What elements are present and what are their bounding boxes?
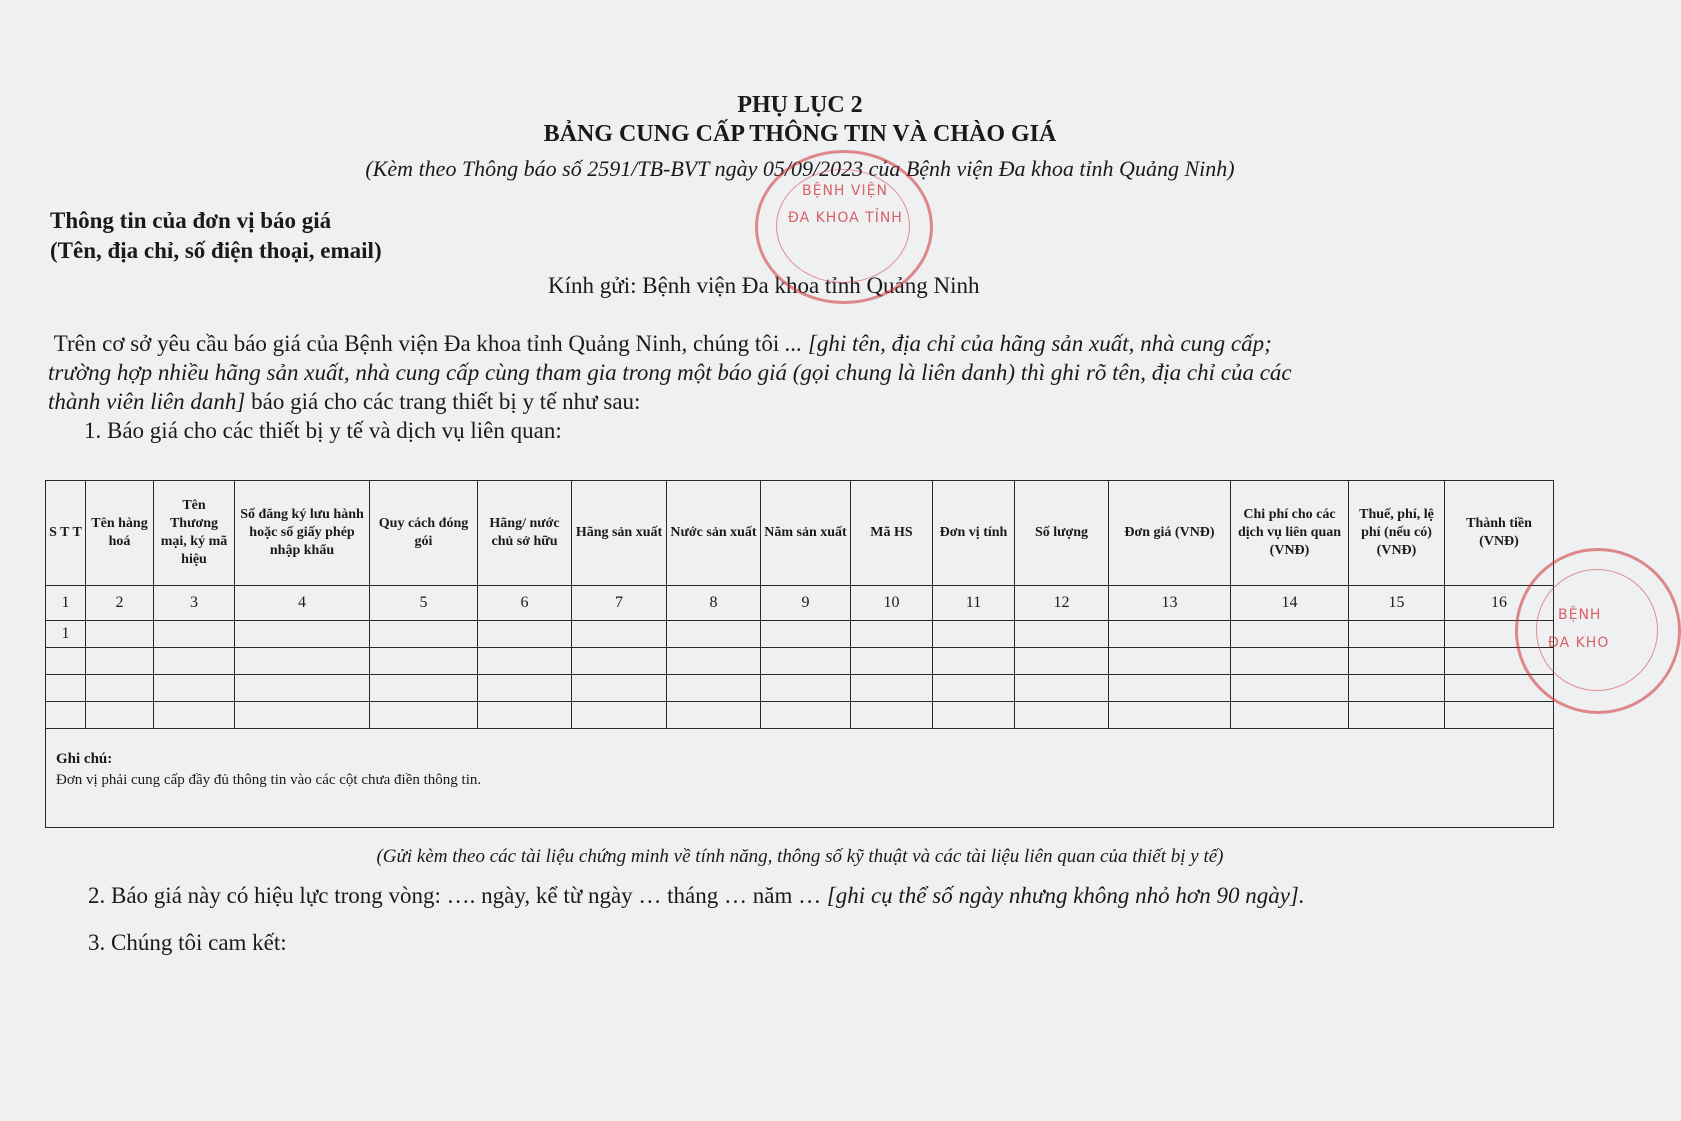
table-cell <box>933 648 1015 675</box>
attachment-note: (Gửi kèm theo các tài liệu chứng minh về tính năng, thông số kỹ thuật và các tài liệu liên quan của thiết bị y tế) <box>376 846 1224 867</box>
seal-text-line2: ĐA KHOA TỈNH <box>788 210 903 226</box>
document-subtitle: (Kèm theo Thông báo số 2591/TB-BVT ngày 05/09/2023 của Bệnh viện Đa khoa tỉnh Quảng Ninh) <box>365 156 1235 181</box>
column-number: 10 <box>851 586 933 621</box>
intro-line3-italic: thành viên liên danh] <box>48 389 246 414</box>
column-number: 3 <box>154 586 235 621</box>
table-cell <box>478 648 572 675</box>
note-title: Ghi chú: <box>56 751 113 767</box>
table-cell <box>1015 675 1109 702</box>
table-cell <box>851 621 933 648</box>
intro-line1-normal: Trên cơ sở yêu cầu báo giá của Bệnh viện Đa khoa tỉnh Quảng Ninh, chúng tôi <box>53 331 780 356</box>
table-cell <box>1015 648 1109 675</box>
table-cell <box>86 648 154 675</box>
header-cell: Quy cách đóng gói <box>370 481 478 586</box>
section-1-heading: 1. Báo giá cho các thiết bị y tế và dịch vụ liên quan: <box>84 418 562 443</box>
table-cell <box>933 702 1015 729</box>
table-cell <box>1109 702 1231 729</box>
sender-info-label: Thông tin của đơn vị báo giá <box>50 208 332 233</box>
hospital-seal-right <box>1515 548 1681 714</box>
table-cell <box>1109 648 1231 675</box>
appendix-title: PHỤ LỤC 2 <box>737 92 863 118</box>
table-cell <box>761 702 851 729</box>
table-cell: 1 <box>46 621 86 648</box>
column-number: 4 <box>235 586 370 621</box>
header-cell: Thuế, phí, lệ phí (nếu có) (VNĐ) <box>1349 481 1445 586</box>
column-number: 16 <box>1445 586 1554 621</box>
column-number: 6 <box>478 586 572 621</box>
table-row <box>46 648 1554 675</box>
table-cell <box>370 675 478 702</box>
section-3-commitment: 3. Chúng tôi cam kết: <box>88 930 287 955</box>
table-cell <box>667 675 761 702</box>
table-cell <box>1109 675 1231 702</box>
table-cell <box>478 675 572 702</box>
table-cell <box>851 675 933 702</box>
table-note-row <box>46 729 1554 828</box>
table-cell <box>1109 621 1231 648</box>
table-cell <box>851 702 933 729</box>
table-cell <box>370 702 478 729</box>
validity-hint: [ghi cụ thể số ngày nhưng không nhỏ hơn 90 ngày]. <box>826 883 1305 908</box>
column-number: 2 <box>86 586 154 621</box>
validity-text: 2. Báo giá này có hiệu lực trong vòng: …. ngày, kể từ ngày … tháng … năm … <box>88 883 827 908</box>
greeting: Kính gửi: Bệnh viện Đa khoa tỉnh Quảng Ninh <box>548 273 980 298</box>
table-cell <box>1349 675 1445 702</box>
header-cell: S T T <box>46 481 86 586</box>
header-cell: Số đăng ký lưu hành hoặc số giấy phép nhập khẩu <box>235 481 370 586</box>
table-cell <box>1015 621 1109 648</box>
table-cell <box>572 675 667 702</box>
header-cell: Năm sản xuất <box>761 481 851 586</box>
table-cell <box>154 675 235 702</box>
intro-paragraph-line1 <box>48 329 1548 358</box>
header-cell: Tên hàng hoá <box>86 481 154 586</box>
table-cell <box>235 675 370 702</box>
header-cell: Số lượng <box>1015 481 1109 586</box>
table-cell <box>86 621 154 648</box>
column-number: 8 <box>667 586 761 621</box>
table-cell <box>1231 621 1349 648</box>
table-cell <box>235 648 370 675</box>
intro-line1-italic: ... [ghi tên, địa chỉ của hãng sản xuất, nhà cung cấp; <box>779 331 1272 356</box>
table-cell <box>572 621 667 648</box>
table-cell <box>761 675 851 702</box>
table-cell <box>370 648 478 675</box>
header-cell: Tên Thương mại, ký mã hiệu <box>154 481 235 586</box>
header-cell: Hãng sản xuất <box>572 481 667 586</box>
table-cell <box>761 648 851 675</box>
column-number: 13 <box>1109 586 1231 621</box>
column-number: 7 <box>572 586 667 621</box>
table-cell <box>154 702 235 729</box>
table-row <box>46 621 1554 648</box>
table-cell <box>154 621 235 648</box>
header-cell: Hãng/ nước chủ sở hữu <box>478 481 572 586</box>
section-2-validity <box>88 883 1305 909</box>
table-cell <box>667 702 761 729</box>
table-cell <box>851 648 933 675</box>
table-cell <box>572 648 667 675</box>
table-cell <box>46 675 86 702</box>
table-header-row <box>46 481 1554 586</box>
header-cell: Đơn giá (VNĐ) <box>1109 481 1231 586</box>
document-title: BẢNG CUNG CẤP THÔNG TIN VÀ CHÀO GIÁ <box>543 121 1057 147</box>
column-number: 5 <box>370 586 478 621</box>
column-number: 14 <box>1231 586 1349 621</box>
table-cell <box>1231 702 1349 729</box>
seal-text-line2: ĐA KHO <box>1548 635 1610 651</box>
intro-paragraph-line2 <box>48 358 1548 387</box>
table-row <box>46 675 1554 702</box>
table-row <box>46 702 1554 729</box>
intro-paragraph-line3 <box>48 387 1548 416</box>
column-number-row <box>46 586 1554 621</box>
header-cell: Mã HS <box>851 481 933 586</box>
sender-info-hint: (Tên, địa chỉ, số điện thoại, email) <box>50 238 382 263</box>
seal-text-line1: BỆNH <box>1558 607 1602 623</box>
table-cell <box>478 702 572 729</box>
table-cell <box>1015 702 1109 729</box>
column-number: 12 <box>1015 586 1109 621</box>
note-text: Đơn vị phải cung cấp đầy đủ thông tin vào các cột chưa điền thông tin. <box>56 772 482 788</box>
table-cell <box>1349 702 1445 729</box>
table-cell <box>1445 702 1554 729</box>
table-cell <box>1349 648 1445 675</box>
table-cell <box>46 702 86 729</box>
header-cell: Đơn vị tính <box>933 481 1015 586</box>
column-number: 9 <box>761 586 851 621</box>
column-number: 11 <box>933 586 1015 621</box>
table-cell <box>761 621 851 648</box>
quotation-table <box>45 480 1554 828</box>
column-number: 15 <box>1349 586 1445 621</box>
table-cell <box>933 675 1015 702</box>
table-cell <box>235 621 370 648</box>
column-number: 1 <box>46 586 86 621</box>
header-cell: Nước sản xuất <box>667 481 761 586</box>
table-cell <box>933 621 1015 648</box>
table-cell <box>667 621 761 648</box>
seal-inner-ring <box>1536 569 1658 691</box>
intro-line2-italic: trường hợp nhiều hãng sản xuất, nhà cung cấp cùng tham gia trong một báo giá (gọi chung là liên danh) thì ghi rõ tên, địa chỉ của các <box>48 360 1292 385</box>
intro-line3-normal: báo giá cho các trang thiết bị y tế như sau: <box>245 389 641 414</box>
header-cell: Thành tiền (VNĐ) <box>1445 481 1554 586</box>
hospital-seal-top <box>755 150 933 304</box>
table-cell <box>667 648 761 675</box>
table-note-cell <box>46 729 1554 828</box>
table-cell <box>572 702 667 729</box>
table-cell <box>235 702 370 729</box>
table-cell <box>86 702 154 729</box>
seal-text-line1: BỆNH VIỆN <box>802 183 888 199</box>
table-cell <box>1349 621 1445 648</box>
table-cell <box>46 648 86 675</box>
table-cell <box>1231 648 1349 675</box>
table-cell <box>478 621 572 648</box>
table-cell <box>1231 675 1349 702</box>
header-cell: Chi phí cho các dịch vụ liên quan (VNĐ) <box>1231 481 1349 586</box>
table-cell <box>154 648 235 675</box>
table-cell <box>370 621 478 648</box>
table-cell <box>86 675 154 702</box>
